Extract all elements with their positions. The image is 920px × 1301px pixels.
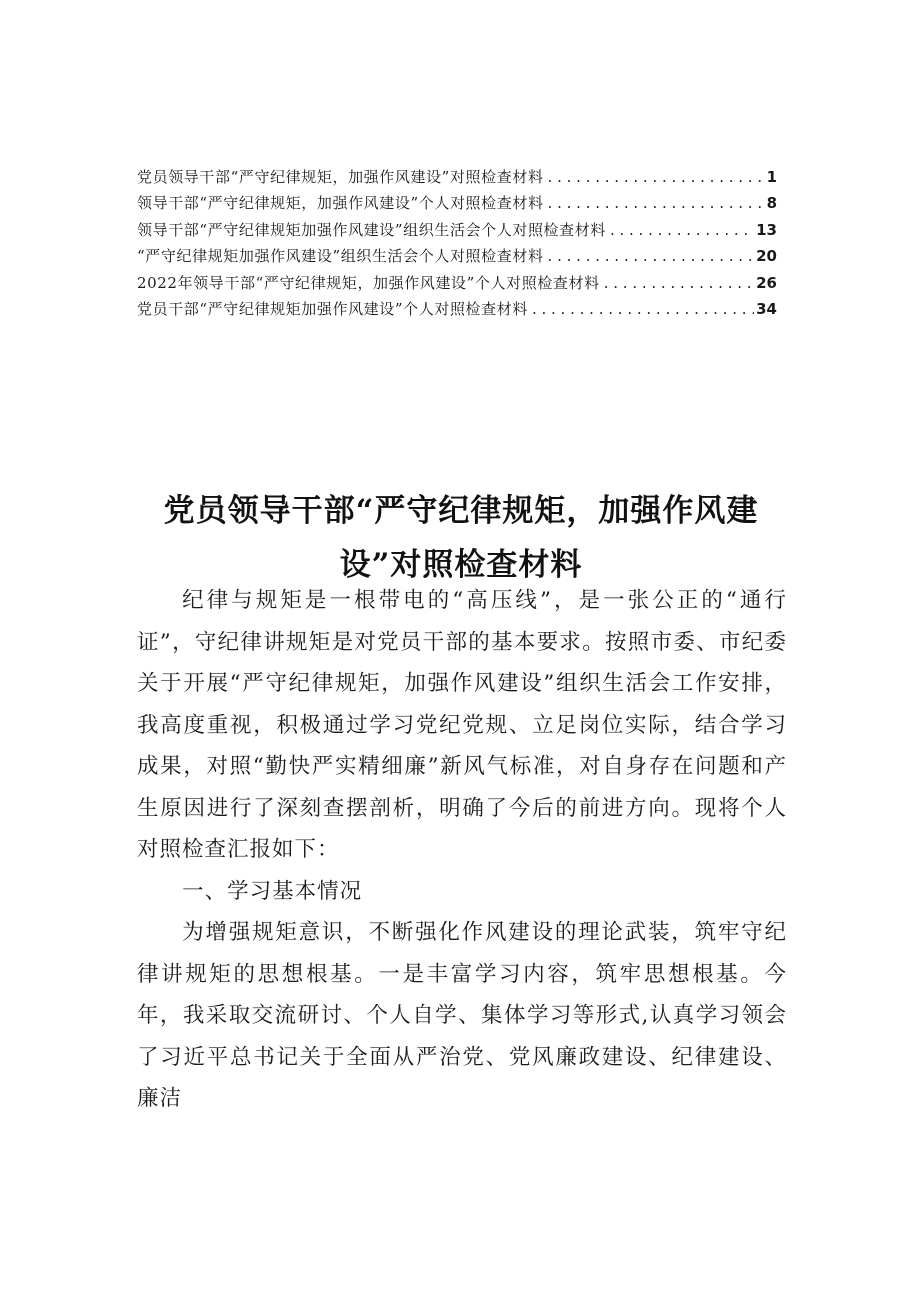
toc-entry-page: 1 <box>766 168 777 186</box>
toc-entry[interactable] <box>137 272 777 298</box>
toc-entry-title: “严守纪律规矩加强作风建设”组织生活会个人对照检查材料 <box>137 247 544 266</box>
document-body <box>137 580 787 1120</box>
toc-leader-dots <box>610 221 754 239</box>
toc-entry-page: 8 <box>766 194 777 213</box>
toc-leader-dots <box>548 194 765 212</box>
table-of-contents <box>137 166 777 324</box>
toc-entry[interactable] <box>137 245 777 271</box>
toc-entry[interactable] <box>137 298 777 324</box>
document-title: 党员领导干部“严守纪律规矩，加强作风建设”对照检查材料 <box>163 492 759 583</box>
toc-entry-title: 2022年领导干部“严守纪律规矩，加强作风建设”个人对照检查材料 <box>137 273 600 292</box>
toc-leader-dots <box>548 168 765 186</box>
toc-entry-title: 领导干部“严守纪律规矩，加强作风建设”个人对照检查材料 <box>137 194 544 213</box>
section-heading: 一、学习基本情况 <box>182 878 363 904</box>
toc-entry-page: 34 <box>756 299 777 318</box>
toc-entry[interactable] <box>137 192 777 218</box>
toc-entry[interactable] <box>137 166 777 192</box>
toc-entry-title: 领导干部“严守纪律规矩加强作风建设”组织生活会个人对照检查材料 <box>137 220 606 239</box>
toc-entry[interactable] <box>137 219 777 245</box>
toc-leader-dots <box>604 274 754 292</box>
toc-entry-page: 13 <box>756 220 777 239</box>
toc-entry-page: 20 <box>756 247 777 266</box>
body-paragraph: 为增强规矩意识，不断强化作风建设的理论武装，筑牢守纪律讲规矩的思想根基。一是丰富学习内容，筑牢思想根基。今年，我采取交流研讨、个人自学、集体学习等形式,认真学习领会了习近平总书记关于全面从严治党、党风廉政建设、纪律建设、廉洁 <box>137 920 787 1111</box>
body-paragraph: 纪律与规矩是一根带电的“高压线”，是一张公正的“通行证”，守纪律讲规矩是对党员干部的基本要求。按照市委、市纪委关于开展“严守纪律规矩，加强作风建设”组织生活会工作安排，我高度重视，积极通过学习党纪党规、立足岗位实际，结合学习成果，对照“勤快严实精细廉”新风气标准，对自身存在问题和产生原因进行了深刻查摆剖析，明确了今后的前进方向。现将个人对照检查汇报如下： <box>137 588 787 862</box>
toc-entry-title: 党员领导干部“严守纪律规矩，加强作风建设”对照检查材料 <box>137 168 544 186</box>
toc-entry-page: 26 <box>756 273 777 292</box>
toc-leader-dots <box>532 300 754 318</box>
toc-entry-title: 党员干部“严守纪律规矩加强作风建设”个人对照检查材料 <box>137 299 528 318</box>
toc-leader-dots <box>548 247 755 265</box>
